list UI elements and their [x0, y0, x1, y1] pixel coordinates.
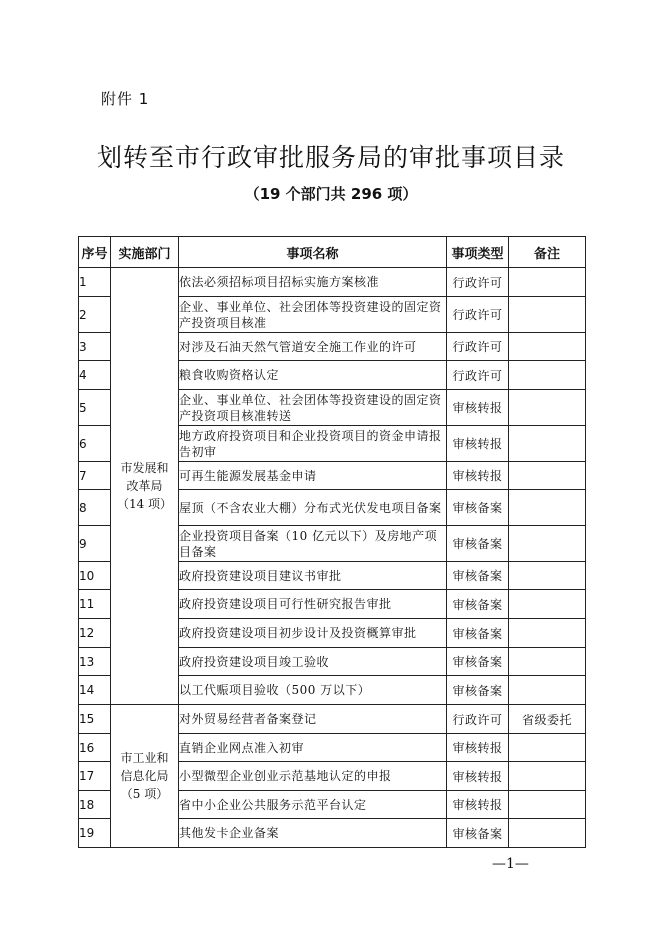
item-note [509, 676, 586, 705]
item-note [509, 791, 586, 819]
item-name: 企业投资项目备案（10 亿元以下）及房地产项目备案 [179, 526, 447, 562]
page-number: —1— [492, 856, 529, 872]
row-seq: 7 [79, 462, 111, 490]
item-type: 行政许可 [447, 297, 509, 333]
item-note [509, 462, 586, 490]
item-name: 政府投资建设项目初步设计及投资概算审批 [179, 619, 447, 648]
item-type: 审核转报 [447, 462, 509, 490]
item-note [509, 333, 586, 361]
item-name: 政府投资建设项目建议书审批 [179, 562, 447, 590]
item-name: 小型微型企业创业示范基地认定的申报 [179, 762, 447, 791]
row-seq: 15 [79, 705, 111, 734]
department-line: 改革局 [126, 479, 163, 493]
item-name: 可再生能源发展基金申请 [179, 462, 447, 490]
table-header-row [79, 237, 586, 268]
attachment-label: 附件 1 [101, 90, 150, 108]
item-type: 审核备案 [447, 526, 509, 562]
row-seq: 2 [79, 297, 111, 333]
department-cell [111, 268, 179, 705]
table-row [79, 705, 586, 734]
row-seq: 14 [79, 676, 111, 705]
item-note [509, 297, 586, 333]
department-line: 市发展和 [120, 461, 169, 475]
item-note [509, 648, 586, 676]
item-note [509, 490, 586, 526]
row-seq: 16 [79, 734, 111, 762]
row-seq: 17 [79, 762, 111, 791]
item-name: 地方政府投资项目和企业投资项目的资金申请报告初审 [179, 426, 447, 462]
item-note [509, 361, 586, 390]
item-note [509, 619, 586, 648]
header-item-name: 事项名称 [179, 237, 447, 268]
item-type: 审核备案 [447, 819, 509, 848]
row-seq: 1 [79, 268, 111, 297]
page-subtitle: （19 个部门共 296 项） [244, 185, 418, 203]
row-seq: 11 [79, 590, 111, 619]
header-item-type: 事项类型 [447, 237, 509, 268]
item-type: 审核备案 [447, 562, 509, 590]
department-line: 信息化局 [120, 769, 169, 783]
table-body [79, 268, 586, 848]
department-cell [111, 705, 179, 848]
item-type: 审核备案 [447, 676, 509, 705]
item-type: 审核转报 [447, 734, 509, 762]
item-type: 行政许可 [447, 268, 509, 297]
item-type: 行政许可 [447, 361, 509, 390]
row-seq: 12 [79, 619, 111, 648]
department-line: （14 项） [116, 497, 173, 511]
department-line: （5 项） [120, 787, 169, 801]
row-seq: 9 [79, 526, 111, 562]
item-name: 政府投资建设项目可行性研究报告审批 [179, 590, 447, 619]
item-note [509, 268, 586, 297]
row-seq: 4 [79, 361, 111, 390]
item-note [509, 526, 586, 562]
item-name: 对外贸易经营者备案登记 [179, 705, 447, 734]
department-line: 市工业和 [120, 751, 169, 765]
item-note [509, 390, 586, 426]
item-note [509, 590, 586, 619]
item-name: 政府投资建设项目竣工验收 [179, 648, 447, 676]
item-note [509, 734, 586, 762]
item-name: 其他发卡企业备案 [179, 819, 447, 848]
row-seq: 10 [79, 562, 111, 590]
item-name: 企业、事业单位、社会团体等投资建设的固定资产投资项目核准转送 [179, 390, 447, 426]
approval-items-table [78, 236, 586, 848]
item-name: 直销企业网点准入初审 [179, 734, 447, 762]
header-seq: 序号 [79, 237, 111, 268]
row-seq: 3 [79, 333, 111, 361]
row-seq: 19 [79, 819, 111, 848]
item-name: 以工代赈项目验收（500 万以下） [179, 676, 447, 705]
row-seq: 18 [79, 791, 111, 819]
item-note [509, 819, 586, 848]
item-type: 审核转报 [447, 426, 509, 462]
item-name: 对涉及石油天然气管道安全施工作业的许可 [179, 333, 447, 361]
item-name: 企业、事业单位、社会团体等投资建设的固定资产投资项目核准 [179, 297, 447, 333]
item-name: 屋顶（不含农业大棚）分布式光伏发电项目备案 [179, 490, 447, 526]
item-name: 省中小企业公共服务示范平台认定 [179, 791, 447, 819]
header-department: 实施部门 [111, 237, 179, 268]
table-row [79, 268, 586, 297]
row-seq: 5 [79, 390, 111, 426]
item-type: 审核转报 [447, 791, 509, 819]
row-seq: 8 [79, 490, 111, 526]
item-note [509, 762, 586, 791]
item-name: 粮食收购资格认定 [179, 361, 447, 390]
item-type: 审核转报 [447, 762, 509, 791]
header-note: 备注 [509, 237, 586, 268]
item-type: 审核备案 [447, 619, 509, 648]
row-seq: 13 [79, 648, 111, 676]
item-type: 行政许可 [447, 333, 509, 361]
item-note: 省级委托 [509, 705, 586, 734]
item-type: 审核备案 [447, 490, 509, 526]
page-title: 划转至市行政审批服务局的审批事项目录 [96, 143, 565, 172]
row-seq: 6 [79, 426, 111, 462]
item-type: 行政许可 [447, 705, 509, 734]
item-type: 审核备案 [447, 590, 509, 619]
item-name: 依法必须招标项目招标实施方案核准 [179, 268, 447, 297]
item-note [509, 426, 586, 462]
item-type: 审核转报 [447, 390, 509, 426]
item-note [509, 562, 586, 590]
item-type: 审核备案 [447, 648, 509, 676]
